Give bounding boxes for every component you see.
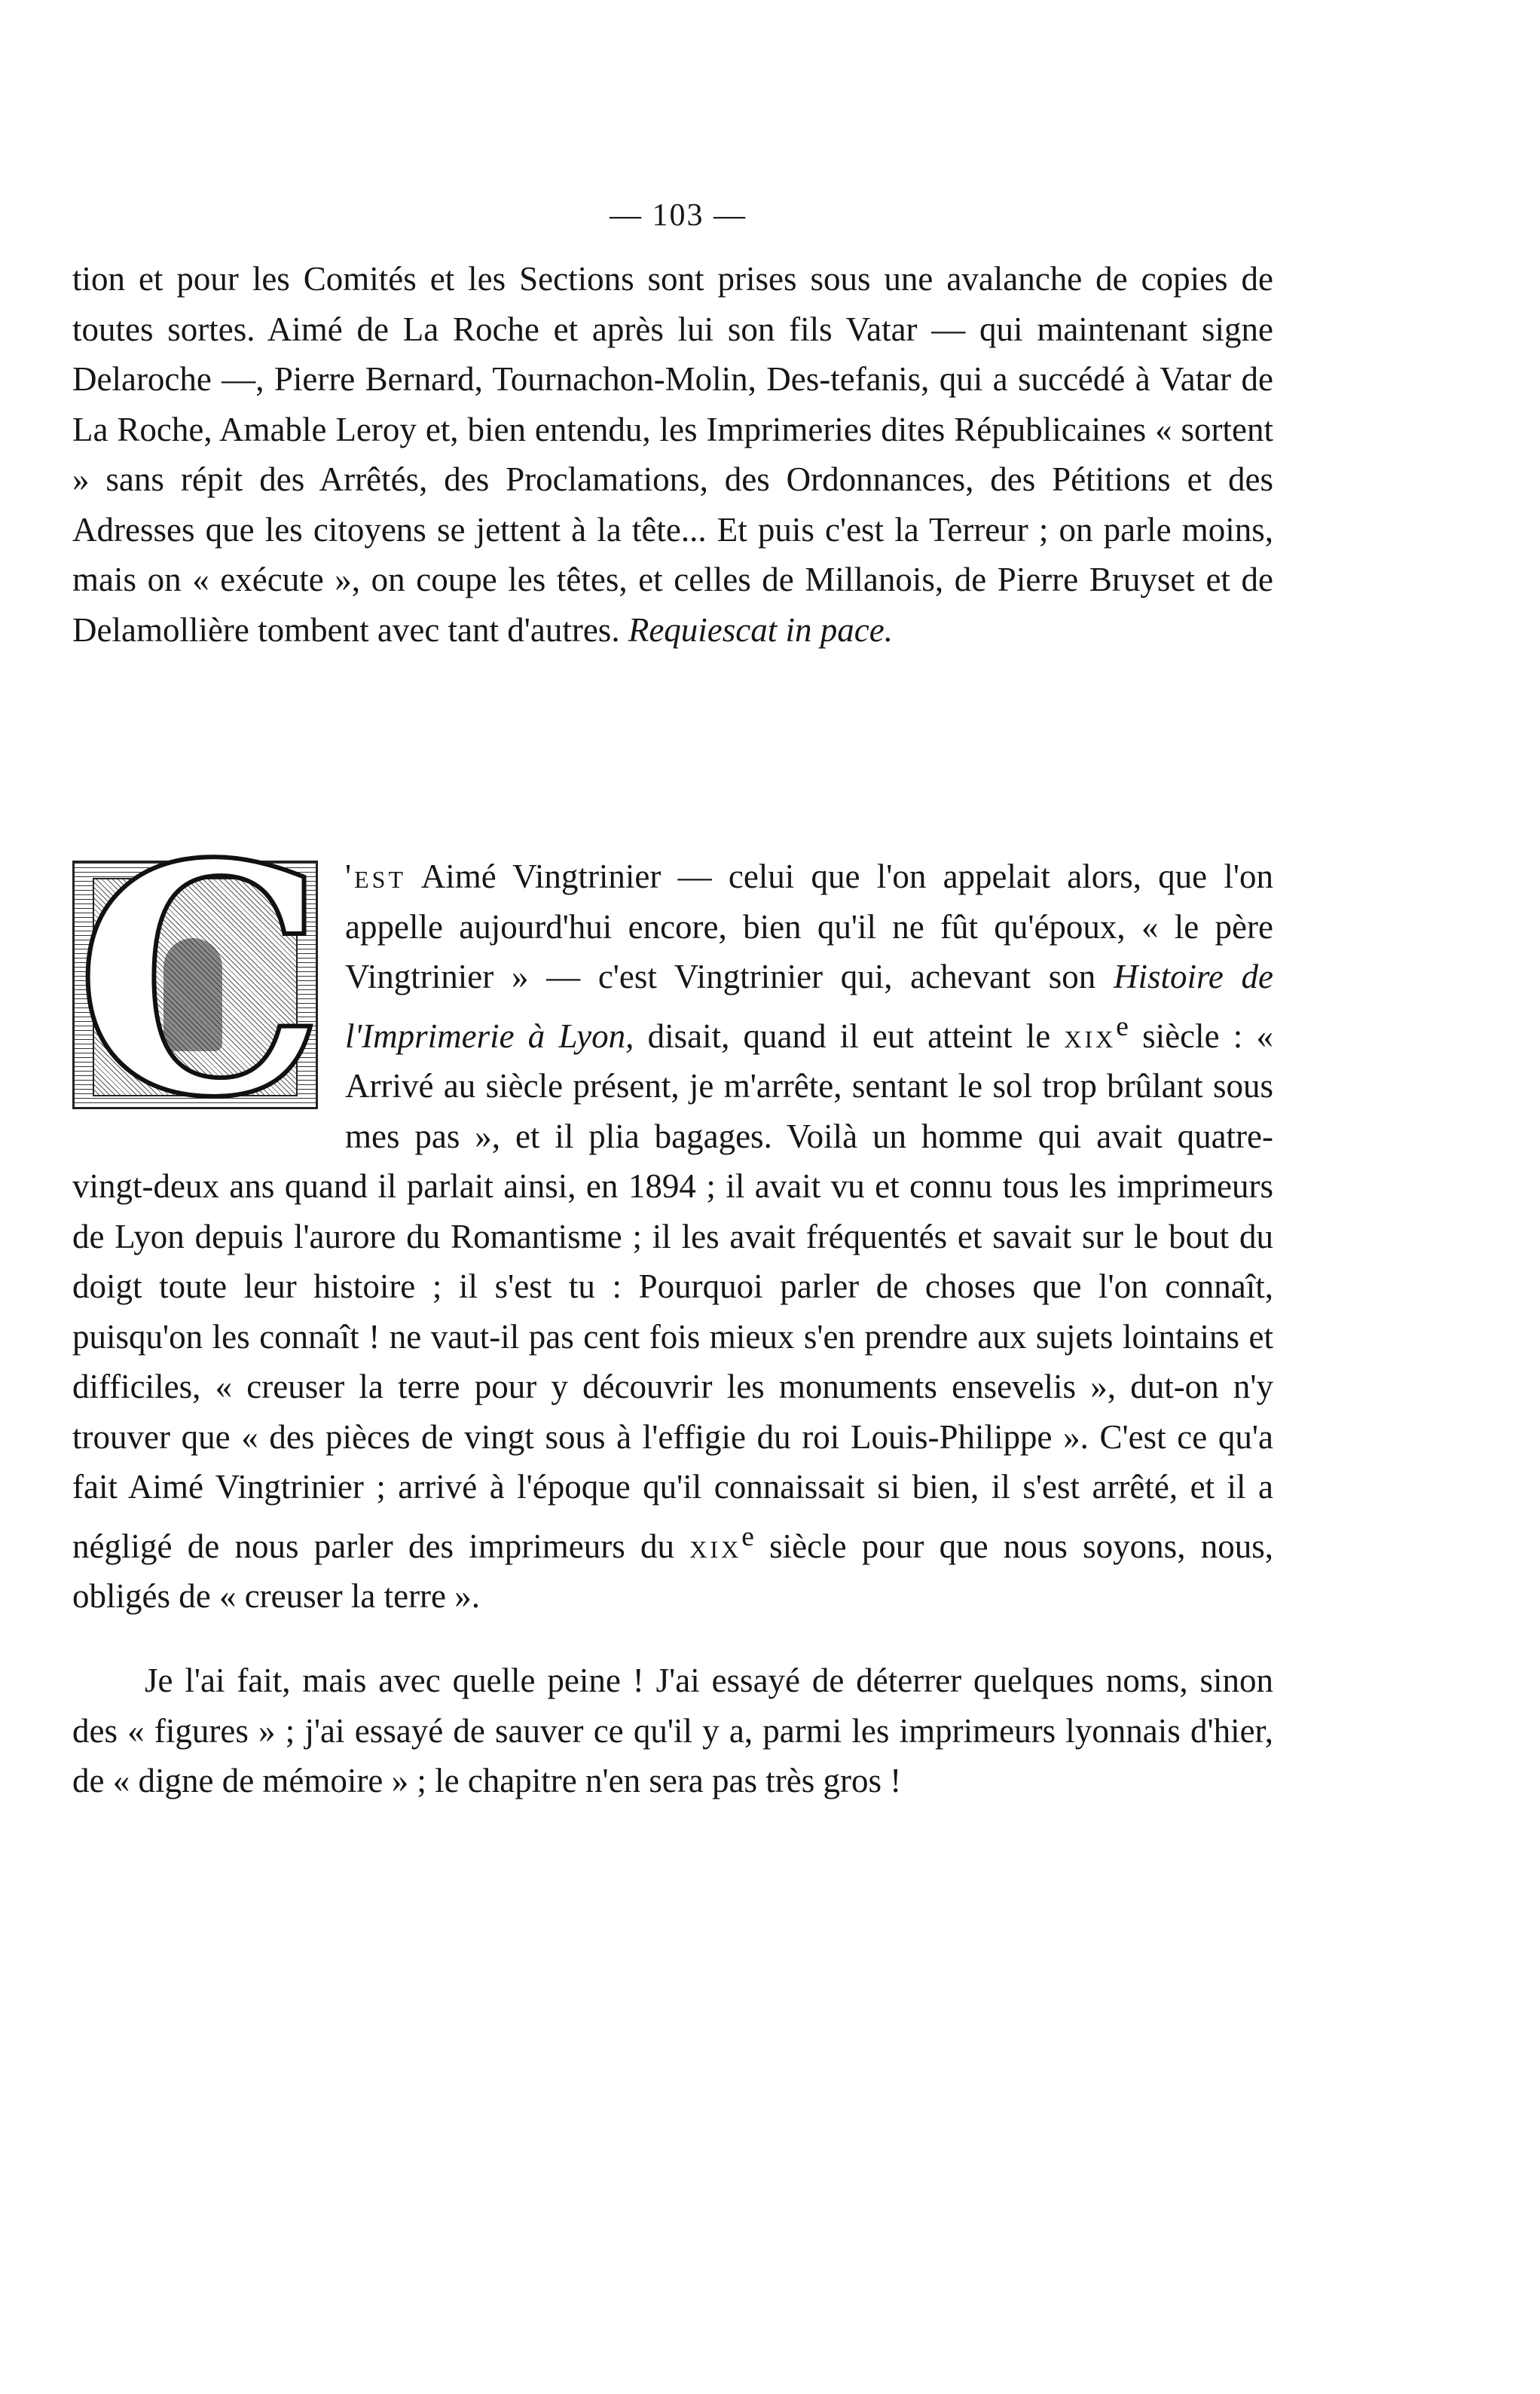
p2-text-c: siècle : « Arrivé au siècle présent, je m'arrête, sentant le sol trop brûlant sous mes pas », et il plia bagages. Voilà un homme qui avait quatre-vingt-deux ans quand il parlait ainsi, en 1894 ; il avait vu et connu tous les imprimeurs de Lyon depuis l'aurore du Romantisme ; il les avait fréquentés et savait sur le bout du doigt toute leur histoire ; il s'est tu : Pourquoi parler de choses que l'on connaît, puisqu'on les connaît ! ne vaut-il pas cent fois mieux s'en prendre aux sujets lointains et difficiles, « creuser la terre pour y découvrir les monuments ensevelis », dut-on n'y trouver que « des pièces de vingt sous à l'effigie du roi Louis-Philippe ». C'est ce qu'a fait Aimé Vingtrinier ; arrivé à l'époque qu'il connaissait si bien, il s'est arrêté, et il a négligé de nous parler des imprimeurs du <box>72 1017 1273 1565</box>
p2-lead-smallcaps: 'est <box>345 858 406 895</box>
p1-line-4: tefanis, qui a succédé à Vatar de La Roche, Amable Leroy et, bien entendu, <box>72 360 1273 448</box>
p1-line-5: les Imprimeries dites Républicaines « sortent » sans répit des Arrêtés, des <box>72 410 1274 498</box>
p2-century-2-sup: e <box>741 1521 754 1552</box>
p2-century-1-sup: e <box>1116 1010 1129 1042</box>
paragraph-3 <box>72 1656 1273 1806</box>
paragraph-3-text: Je l'ai fait, mais avec quelle peine ! J'ai essayé de déterrer quelques noms, sinon des « figures » ; j'ai essayé de sauver ce qu'il y a, parmi les imprimeurs lyonnais d'hier, de « digne de mémoire » ; le chapitre n'en sera pas très gros ! <box>72 1662 1273 1799</box>
paragraph-1 <box>72 254 1273 655</box>
p2-century-1: xix <box>1064 1017 1117 1055</box>
p2-text-a: Aimé Vingtrinier — celui que l'on appelait alors, que l'on appelle aujourd'hui encore, bien qu'il ne fût qu'époux, « le père Vingtrinier » — c'est Vingtrinier qui, achevant son <box>345 858 1273 995</box>
p1-latin-phrase: Requiescat in pace. <box>628 610 893 649</box>
p1-line-7: citoyens se jettent à la tête... Et puis c'est la Terreur ; on parle moins, mais <box>72 510 1273 598</box>
p1-line-8: on « exécute », on coupe les têtes, et celles de Millanois, de Pierre Bruyset et <box>147 561 1230 598</box>
p2-text-b: disait, quand il eut atteint le <box>634 1017 1065 1055</box>
p2-book-title: Histoire de l'Imprimerie à Lyon, <box>345 958 1273 1055</box>
p2-century-2: xix <box>689 1527 742 1565</box>
p1-line-9: de Delamollière tombent avec tant d'autres. <box>72 561 1274 649</box>
p2-text-d: siècle pour que nous soyons, nous, obligés de « creuser la terre ». <box>72 1527 1273 1615</box>
p1-line-2: copies de toutes sortes. Aimé de La Roche et après lui son fils Vatar — qui <box>72 260 1273 348</box>
paragraph-1-text <box>72 254 1273 655</box>
p1-line-6: Proclamations, des Ordonnances, des Pétitions et des Adresses que les <box>72 460 1273 549</box>
ornamental-dropcap <box>72 796 327 1167</box>
p1-line-3: maintenant signe Delaroche —, Pierre Bernard, Tournachon-Molin, Des- <box>72 310 1274 398</box>
page-number: — 103 — <box>610 198 747 233</box>
paragraph-2 <box>72 796 1273 1622</box>
p1-line-1: tion et pour les Comités et les Sections sont prises sous une avalanche de <box>72 260 1128 298</box>
dropcap-letter: C <box>75 796 327 1167</box>
